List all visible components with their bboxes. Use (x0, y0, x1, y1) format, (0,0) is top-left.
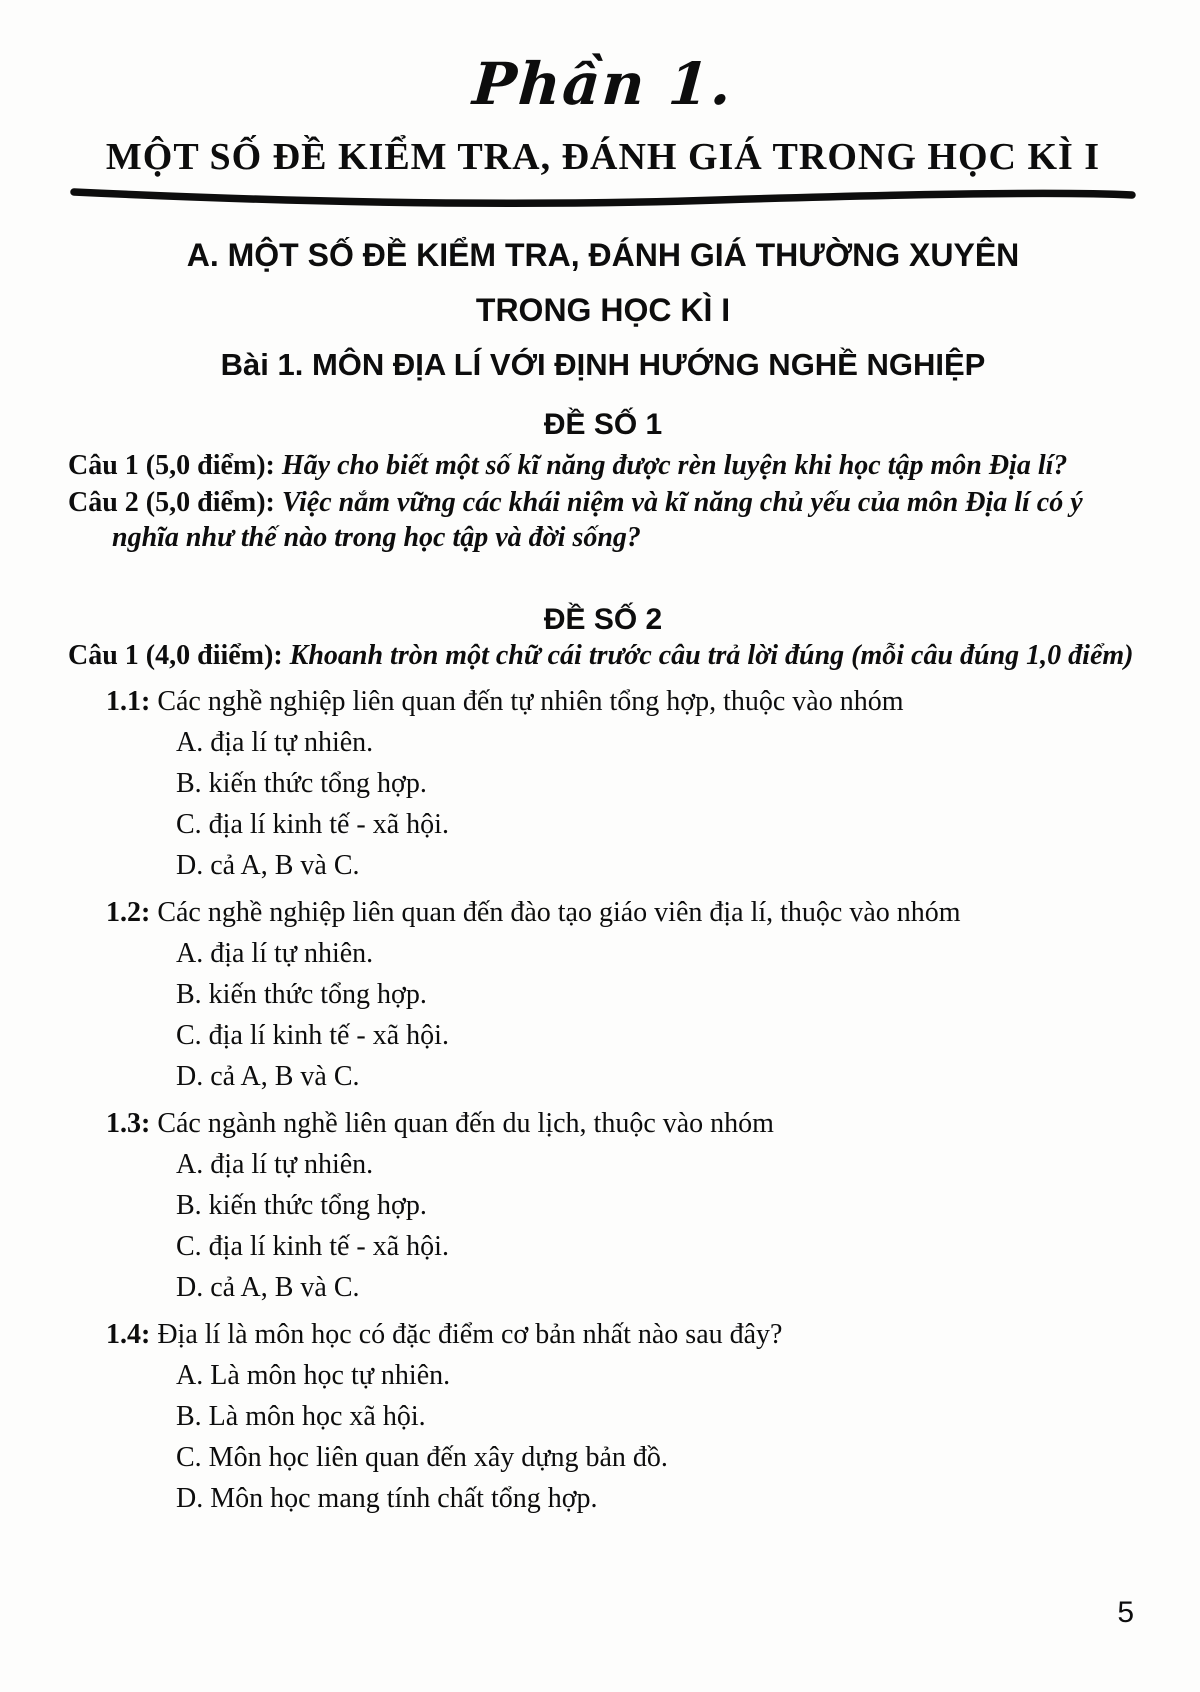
essay-question-2 (68, 485, 1138, 555)
mcq-option-c: C. địa lí kinh tế - xã hội. (176, 809, 449, 840)
mcq-option-c: C. địa lí kinh tế - xã hội. (176, 1020, 449, 1051)
question-text: Việc nắm vững các khái niệm và kĩ năng chủ yếu của môn Địa lí có ý nghĩa như thế nào trong học tập và đời sống? (112, 487, 1083, 553)
mcq-option-a: A. địa lí tự nhiên. (176, 727, 374, 758)
page-number: 5 (1117, 1596, 1134, 1629)
heading-underline-rule (68, 185, 1138, 207)
question-label: Câu 1 (5,0 điểm): (68, 450, 275, 481)
mcq-option-d: D. cả A, B và C. (176, 1061, 360, 1092)
section-heading-line1: A. MỘT SỐ ĐỀ KIỂM TRA, ĐÁNH GIÁ THƯỜNG XUYÊN (186, 237, 1020, 273)
mcq-option-a: A. Là môn học tự nhiên. (176, 1360, 451, 1391)
mcq-question-1-1 (68, 681, 1138, 886)
mcq-option-b: B. kiến thức tổng hợp. (176, 1190, 427, 1221)
part-title: Phần 1. (470, 50, 736, 118)
mcq-option-a: A. địa lí tự nhiên. (176, 938, 374, 969)
mcq-question-1-2 (68, 892, 1138, 1097)
mcq-text: Các nghề nghiệp liên quan đến đào tạo giáo viên địa lí, thuộc vào nhóm (157, 897, 961, 928)
question-text: Hãy cho biết một số kĩ năng được rèn luyện khi học tập môn Địa lí? (281, 450, 1068, 481)
mcq-question-line (106, 1103, 1138, 1144)
question-label: Câu 1 (4,0 điiểm): (68, 640, 283, 671)
mcq-question-1-3 (68, 1103, 1138, 1308)
mcq-option-b: B. kiến thức tổng hợp. (176, 979, 427, 1010)
mcq-text: Địa lí là môn học có đặc điểm cơ bản nhất nào sau đây? (157, 1319, 783, 1350)
mcq-question-1-4 (68, 1314, 1138, 1519)
mcq-question-line (106, 1314, 1138, 1355)
mcq-number: 1.1: (106, 686, 151, 717)
mcq-option-c: C. địa lí kinh tế - xã hội. (176, 1231, 449, 1262)
mcq-option-d: D. cả A, B và C. (176, 850, 360, 881)
mcq-question-line (106, 681, 1138, 722)
question-text: Khoanh tròn một chữ cái trước câu trả lời đúng (mỗi câu đúng 1,0 điểm) (289, 640, 1134, 671)
mcq-intro (68, 637, 1138, 675)
question-label: Câu 2 (5,0 điểm): (68, 487, 275, 518)
mcq-option-b: B. Là môn học xã hội. (176, 1401, 426, 1432)
mcq-option-a: A. địa lí tự nhiên. (176, 1149, 374, 1180)
mcq-text: Các nghề nghiệp liên quan đến tự nhiên tổng hợp, thuộc vào nhóm (157, 686, 904, 717)
de2-title: ĐỀ SỐ 2 (543, 603, 663, 636)
main-heading: MỘT SỐ ĐỀ KIỂM TRA, ĐÁNH GIÁ TRONG HỌC KÌ I (105, 136, 1101, 178)
essay-question-1 (68, 448, 1138, 483)
mcq-number: 1.4: (106, 1319, 151, 1350)
mcq-number: 1.3: (106, 1108, 151, 1139)
mcq-option-b: B. kiến thức tổng hợp. (176, 768, 427, 799)
lesson-heading: Bài 1. MÔN ĐỊA LÍ VỚI ĐỊNH HƯỚNG NGHỀ NGHIỆP (220, 347, 986, 382)
de1-title: ĐỀ SỐ 1 (543, 408, 663, 441)
mcq-text: Các ngành nghề liên quan đến du lịch, thuộc vào nhóm (157, 1108, 774, 1139)
mcq-option-d: D. Môn học mang tính chất tổng hợp. (176, 1483, 598, 1514)
mcq-option-c: C. Môn học liên quan đến xây dựng bản đồ. (176, 1442, 668, 1473)
section-heading-line2: TRONG HỌC KÌ I (475, 292, 731, 328)
mcq-question-line (106, 892, 1138, 933)
mcq-option-d: D. cả A, B và C. (176, 1272, 360, 1303)
mcq-number: 1.2: (106, 897, 151, 928)
